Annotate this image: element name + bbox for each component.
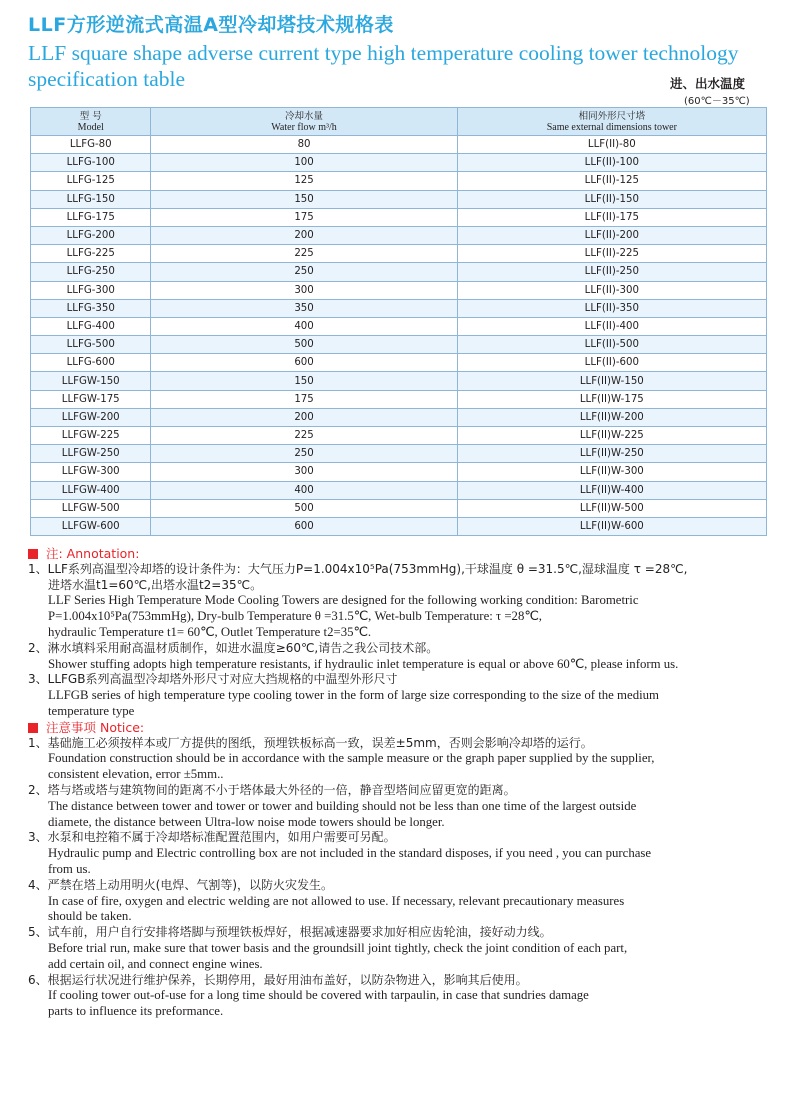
cell-same-dimensions: LLF(II)W-250 [457, 445, 766, 463]
cell-water-flow: 300 [151, 463, 457, 481]
cell-same-dimensions: LLF(II)W-300 [457, 463, 766, 481]
cell-same-dimensions: LLF(II)W-225 [457, 427, 766, 445]
table-row [31, 154, 767, 172]
table-row [31, 517, 767, 535]
cell-water-flow: 150 [151, 372, 457, 390]
notice-item-cn: 3、水泵和电控箱不属于冷却塔标准配置范围内，如用户需要可另配。 [28, 830, 396, 845]
cell-same-dimensions: LLF(II)-250 [457, 263, 766, 281]
annotation-item-cn: 3、LLFGB系列高温型冷却塔外形尺寸对应大挡规格的中温型外形尺寸 [28, 672, 398, 687]
cell-model: LLFG-125 [31, 172, 151, 190]
cell-water-flow: 100 [151, 154, 457, 172]
notice-item [28, 783, 798, 830]
header-water-flow-en: Water flow m³/h [271, 121, 337, 133]
header-same-dimensions-en: Same external dimensions tower [546, 121, 677, 133]
cell-model: LLFGW-400 [31, 481, 151, 499]
header-water-flow-cn: 冷却水量 [285, 110, 324, 122]
table-row [31, 481, 767, 499]
annotation-item [28, 562, 798, 641]
annotation-item-cn: 2、淋水填料采用耐高温材质制作，如进水温度≥60℃,请告之我公司技术部。 [28, 640, 439, 655]
table-row [31, 336, 767, 354]
annotation-item-en: temperature type [48, 703, 135, 718]
cell-same-dimensions: LLF(II)W-400 [457, 481, 766, 499]
red-square-icon [28, 723, 38, 733]
table-row [31, 190, 767, 208]
table-row [31, 354, 767, 372]
notice-item [28, 736, 798, 783]
red-square-icon [28, 549, 38, 559]
annotation-heading [28, 546, 798, 562]
cell-model: LLFGW-175 [31, 390, 151, 408]
cell-same-dimensions: LLF(II)-350 [457, 299, 766, 317]
spec-table-body [31, 136, 767, 536]
cell-water-flow: 600 [151, 354, 457, 372]
table-row [31, 226, 767, 244]
cell-same-dimensions: LLF(II)-225 [457, 245, 766, 263]
header-water-flow [151, 108, 457, 136]
header-same-dimensions [457, 108, 766, 136]
cell-same-dimensions: LLF(II)W-500 [457, 499, 766, 517]
cell-same-dimensions: LLF(II)-80 [457, 136, 766, 154]
cell-model: LLFGW-600 [31, 517, 151, 535]
cell-water-flow: 500 [151, 336, 457, 354]
notice-item-cn: 6、根据运行状况进行维护保养，长期停用，最好用油布盖好，以防杂物进入，影响其后使用。 [28, 972, 528, 987]
notice-item-cn: 1、基础施工必须按样本或厂方提供的图纸，预埋铁板标高一致，误差±5mm，否则会影响冷却塔的运行。 [28, 735, 593, 750]
cell-model: LLFGW-225 [31, 427, 151, 445]
cell-model: LLFG-300 [31, 281, 151, 299]
notice-item [28, 830, 798, 877]
cell-model: LLFG-175 [31, 208, 151, 226]
table-row [31, 372, 767, 390]
notice-item-en: add certain oil, and connect engine wines. [48, 956, 263, 971]
annotation-list [28, 562, 798, 720]
cell-same-dimensions: LLF(II)W-600 [457, 517, 766, 535]
cell-model: LLFGW-500 [31, 499, 151, 517]
notice-item [28, 973, 798, 1020]
cell-water-flow: 80 [151, 136, 457, 154]
notice-item [28, 878, 798, 925]
cell-model: LLFGW-200 [31, 408, 151, 426]
table-row [31, 427, 767, 445]
cell-water-flow: 500 [151, 499, 457, 517]
cell-same-dimensions: LLF(II)-200 [457, 226, 766, 244]
table-row [31, 299, 767, 317]
cell-same-dimensions: LLF(II)-400 [457, 317, 766, 335]
table-row [31, 136, 767, 154]
table-row [31, 263, 767, 281]
cell-model: LLFG-400 [31, 317, 151, 335]
cell-same-dimensions: LLF(II)W-150 [457, 372, 766, 390]
table-row [31, 172, 767, 190]
cell-water-flow: 125 [151, 172, 457, 190]
table-row [31, 390, 767, 408]
annotation-item-en: hydraulic Temperature t1= 60℃, Outlet Temperature t2=35℃. [48, 624, 372, 639]
notice-item-en: Before trial run, make sure that tower basis and the groundsill joint tightly, check the joint condition of each part, [48, 940, 628, 955]
notice-item-cn: 2、塔与塔或塔与建筑物间的距离不小于塔体最大外径的一倍，静音型塔间应留更宽的距离。 [28, 782, 516, 797]
cell-model: LLFG-225 [31, 245, 151, 263]
table-row [31, 499, 767, 517]
header-model-cn: 型 号 [79, 110, 102, 122]
cell-same-dimensions: LLF(II)-150 [457, 190, 766, 208]
cell-water-flow: 175 [151, 390, 457, 408]
table-row [31, 317, 767, 335]
cell-water-flow: 225 [151, 427, 457, 445]
notice-heading-text: 注意事项 Notice: [46, 719, 145, 735]
notice-item-en: should be taken. [48, 909, 132, 924]
notice-item-en: parts to influence its preformance. [48, 1004, 224, 1019]
notice-item-en: diamete, the distance between Ultra-low noise mode towers should be longer. [48, 814, 445, 829]
notice-list [28, 736, 798, 1020]
cell-water-flow: 400 [151, 481, 457, 499]
cell-model: LLFG-350 [31, 299, 151, 317]
table-row [31, 463, 767, 481]
annotation-item-en: P=1.004x10⁵Pa(753mmHg), Dry-bulb Temperature θ =31.5℃, Wet-bulb Temperature: τ =28℃, [48, 609, 542, 624]
notice-item-en: The distance between tower and tower or tower and building should not be less than one time of the largest outside [48, 798, 637, 813]
table-row [31, 245, 767, 263]
notice-item-en: Hydraulic pump and Electric controlling box are not included in the standard disposes, if you need , you can purchase [48, 846, 652, 861]
cell-same-dimensions: LLF(II)W-175 [457, 390, 766, 408]
table-header-row [31, 108, 767, 136]
cell-model: LLFGW-250 [31, 445, 151, 463]
notice-item-en: Foundation construction should be in accordance with the sample measure or the graph paper supplied by the supplier, [48, 751, 655, 766]
notice-item-en: If cooling tower out-of-use for a long time should be covered with tarpaulin, in case that sundries damage [48, 988, 589, 1003]
cell-water-flow: 150 [151, 190, 457, 208]
notice-item-cn: 5、试车前，用户自行安排将塔脚与预埋铁板焊好，根据减速器要求加好相应齿轮油，接好动力线。 [28, 925, 552, 940]
annotation-item-en: LLFGB series of high temperature type cooling tower in the form of large size corresponding to the size of the medium [48, 688, 660, 703]
annotation-item-cn: 1、LLF系列高温型冷却塔的设计条件为：大气压力P=1.004x10⁵Pa(753mmHg),干球温度 θ =31.5℃,湿球温度 τ =28℃, [28, 561, 688, 576]
cell-water-flow: 200 [151, 408, 457, 426]
cell-same-dimensions: LLF(II)-500 [457, 336, 766, 354]
table-row [31, 281, 767, 299]
cell-model: LLFG-500 [31, 336, 151, 354]
cell-water-flow: 250 [151, 263, 457, 281]
notice-heading [28, 720, 798, 736]
annotation-item [28, 641, 798, 673]
page-title-cn: LLF方形逆流式高温A型冷却塔技术规格表 [28, 14, 394, 36]
cell-model: LLFG-80 [31, 136, 151, 154]
table-row [31, 208, 767, 226]
annotation-heading-text: 注: Annotation: [46, 546, 140, 561]
notice-item-en: consistent elevation, error ±5mm.. [48, 767, 224, 782]
table-row [31, 445, 767, 463]
cell-same-dimensions: LLF(II)-600 [457, 354, 766, 372]
cell-same-dimensions: LLF(II)-100 [457, 154, 766, 172]
page-title-en: LLF square shape adverse current type high temperature cooling tower technology specification table [28, 41, 739, 91]
cell-model: LLFG-600 [31, 354, 151, 372]
cell-water-flow: 225 [151, 245, 457, 263]
notice-item-cn: 4、严禁在塔上动用明火(电焊、气割等)，以防火灾发生。 [28, 877, 334, 892]
notice-item-en: from us. [48, 861, 91, 876]
cell-water-flow: 350 [151, 299, 457, 317]
cell-model: LLFG-100 [31, 154, 151, 172]
notice-item [28, 925, 798, 972]
cell-same-dimensions: LLF(II)-175 [457, 208, 766, 226]
cell-water-flow: 200 [151, 226, 457, 244]
water-temperature-label: 进、出水温度 [670, 76, 746, 91]
cell-model: LLFGW-150 [31, 372, 151, 390]
spec-table [30, 107, 767, 536]
notes-section [28, 546, 798, 1020]
cell-model: LLFG-200 [31, 226, 151, 244]
annotation-item-en: Shower stuffing adopts high temperature resistants, if hydraulic inlet temperature is equal or above 60℃, please inform us. [48, 656, 679, 671]
header-same-dimensions-cn: 相同外形尺寸塔 [578, 110, 646, 122]
cell-model: LLFG-150 [31, 190, 151, 208]
cell-same-dimensions: LLF(II)-300 [457, 281, 766, 299]
cell-water-flow: 400 [151, 317, 457, 335]
table-row [31, 408, 767, 426]
cell-same-dimensions: LLF(II)W-200 [457, 408, 766, 426]
water-temperature-range: (60℃－35℃) [684, 96, 750, 107]
notice-item-en: In case of fire, oxygen and electric welding are not allowed to use. If necessary, relevant precautionary measures [48, 893, 625, 908]
annotation-item-en: LLF Series High Temperature Mode Cooling Towers are designed for the following working condition: Barometric [48, 593, 639, 608]
header-model [31, 108, 151, 136]
cell-water-flow: 600 [151, 517, 457, 535]
cell-water-flow: 300 [151, 281, 457, 299]
cell-model: LLFG-250 [31, 263, 151, 281]
header-model-en: Model [77, 121, 104, 133]
annotation-item-cn: 进塔水温t1=60℃,出塔水温t2=35℃。 [48, 577, 263, 592]
cell-water-flow: 175 [151, 208, 457, 226]
cell-model: LLFGW-300 [31, 463, 151, 481]
cell-water-flow: 250 [151, 445, 457, 463]
cell-same-dimensions: LLF(II)-125 [457, 172, 766, 190]
annotation-item [28, 672, 798, 719]
